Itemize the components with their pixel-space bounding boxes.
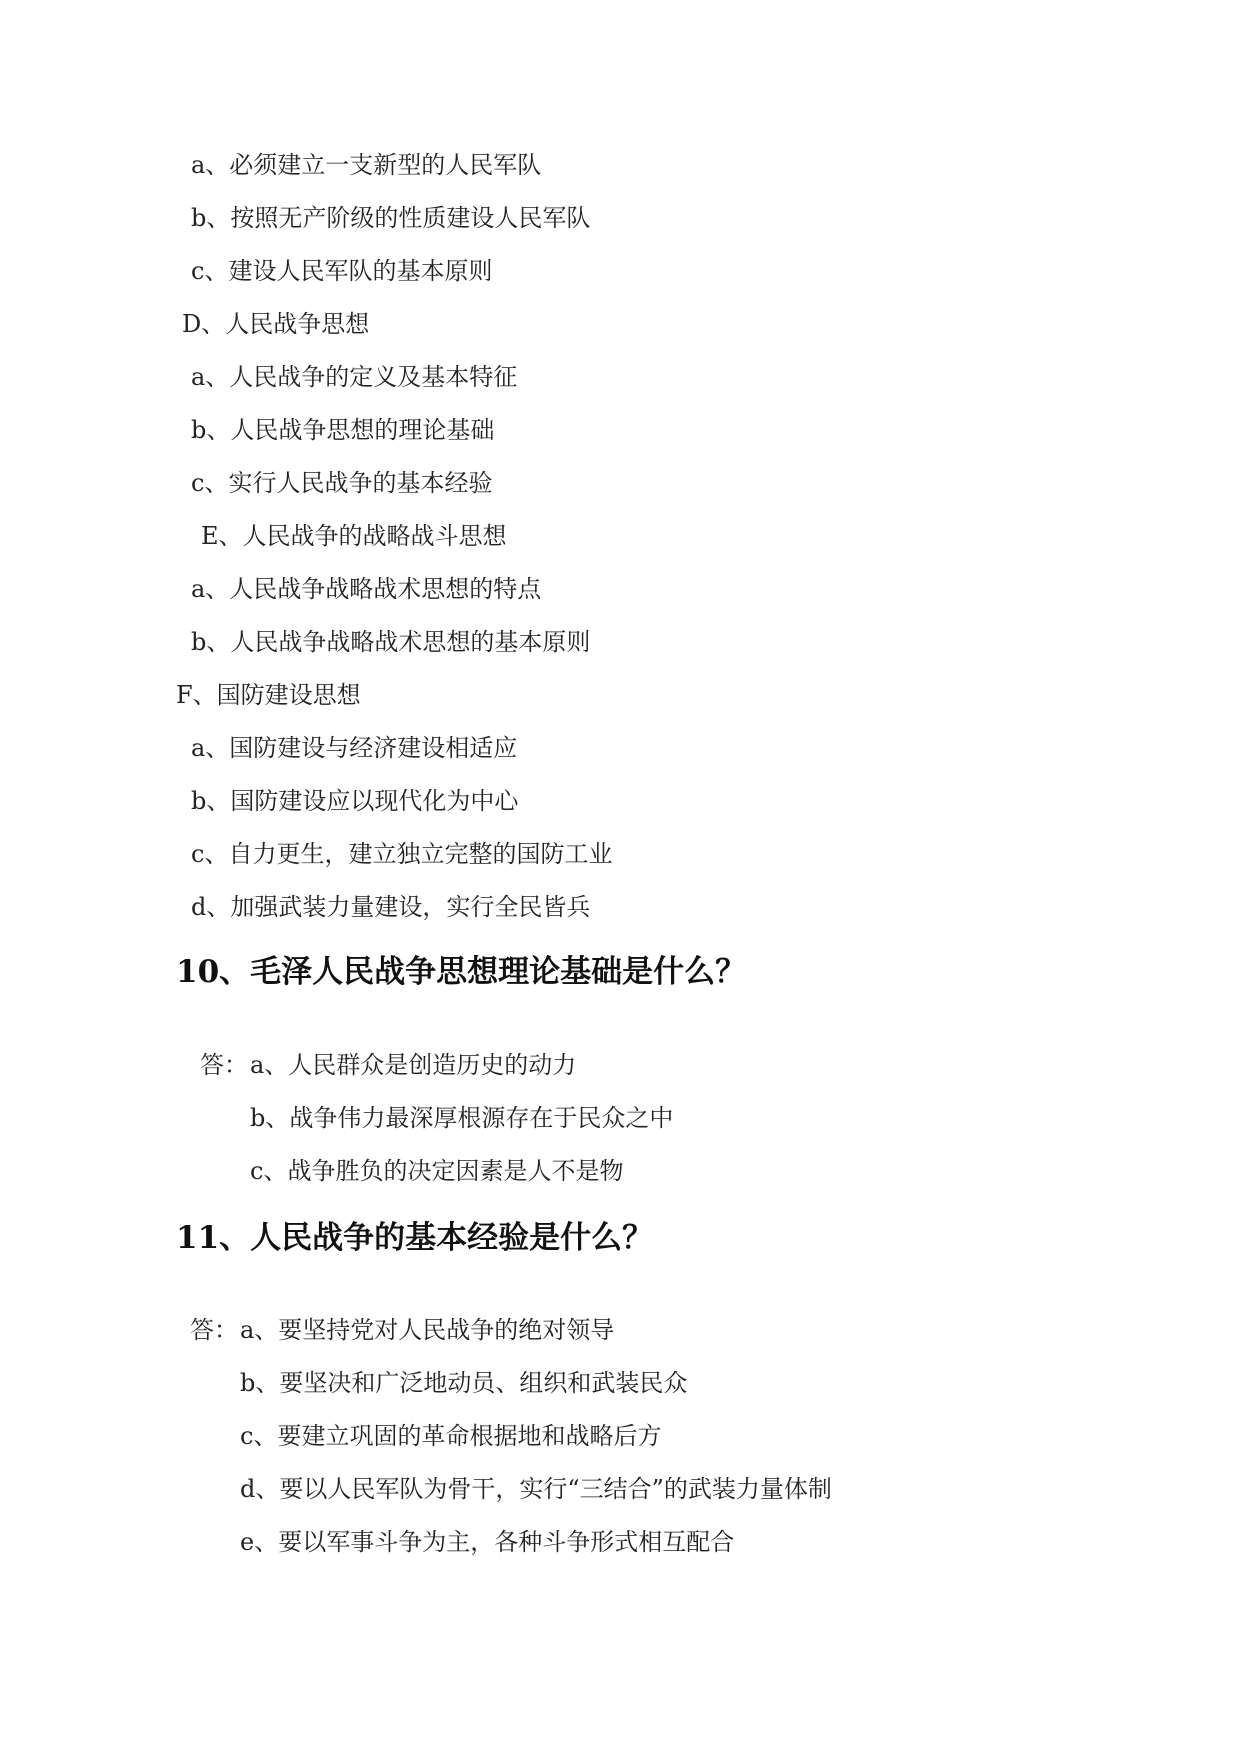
answer-item: c、战争胜负的决定因素是人不是物 [250,1157,624,1185]
list-item: a、人民战争的定义及基本特征 [191,363,518,391]
section-title: E、人民战争的战略战斗思想 [201,522,507,550]
list-item: b、按照无产阶级的性质建设人民军队 [191,204,591,232]
question-heading: 11、人民战争的基本经验是什么？ [176,1220,654,1256]
answer-item: b、要坚决和广泛地动员、组织和武装民众 [240,1369,688,1397]
list-item: a、必须建立一支新型的人民军队 [191,151,542,179]
list-item: b、国防建设应以现代化为中心 [191,787,519,815]
list-item: b、人民战争战略战术思想的基本原则 [191,628,591,656]
answer-item: d、要以人民军队为骨干，实行“三结合”的武装力量体制 [240,1475,832,1503]
question-heading: 10、毛泽人民战争思想理论基础是什么？ [176,954,747,990]
answer-item: a、要坚持党对人民战争的绝对领导 [240,1316,615,1344]
list-item: a、国防建设与经济建设相适应 [191,734,518,762]
answer-item: a、人民群众是创造历史的动力 [250,1051,577,1079]
answer-item: b、战争伟力最深厚根源存在于民众之中 [250,1104,674,1132]
section-title: F、国防建设思想 [176,681,361,709]
list-item: c、建设人民军队的基本原则 [191,257,493,285]
list-item: c、实行人民战争的基本经验 [191,469,493,497]
list-item: c、自力更生，建立独立完整的国防工业 [191,840,613,868]
list-item: a、人民战争战略战术思想的特点 [191,575,542,603]
list-item: d、加强武装力量建设，实行全民皆兵 [191,893,591,921]
list-item: b、人民战争思想的理论基础 [191,416,495,444]
section-title: D、人民战争思想 [182,310,370,338]
answer-prefix: 答： [190,1316,238,1344]
answer-prefix: 答： [200,1051,248,1079]
answer-item: e、要以军事斗争为主，各种斗争形式相互配合 [240,1528,735,1556]
answer-item: c、要建立巩固的革命根据地和战略后方 [240,1422,662,1450]
